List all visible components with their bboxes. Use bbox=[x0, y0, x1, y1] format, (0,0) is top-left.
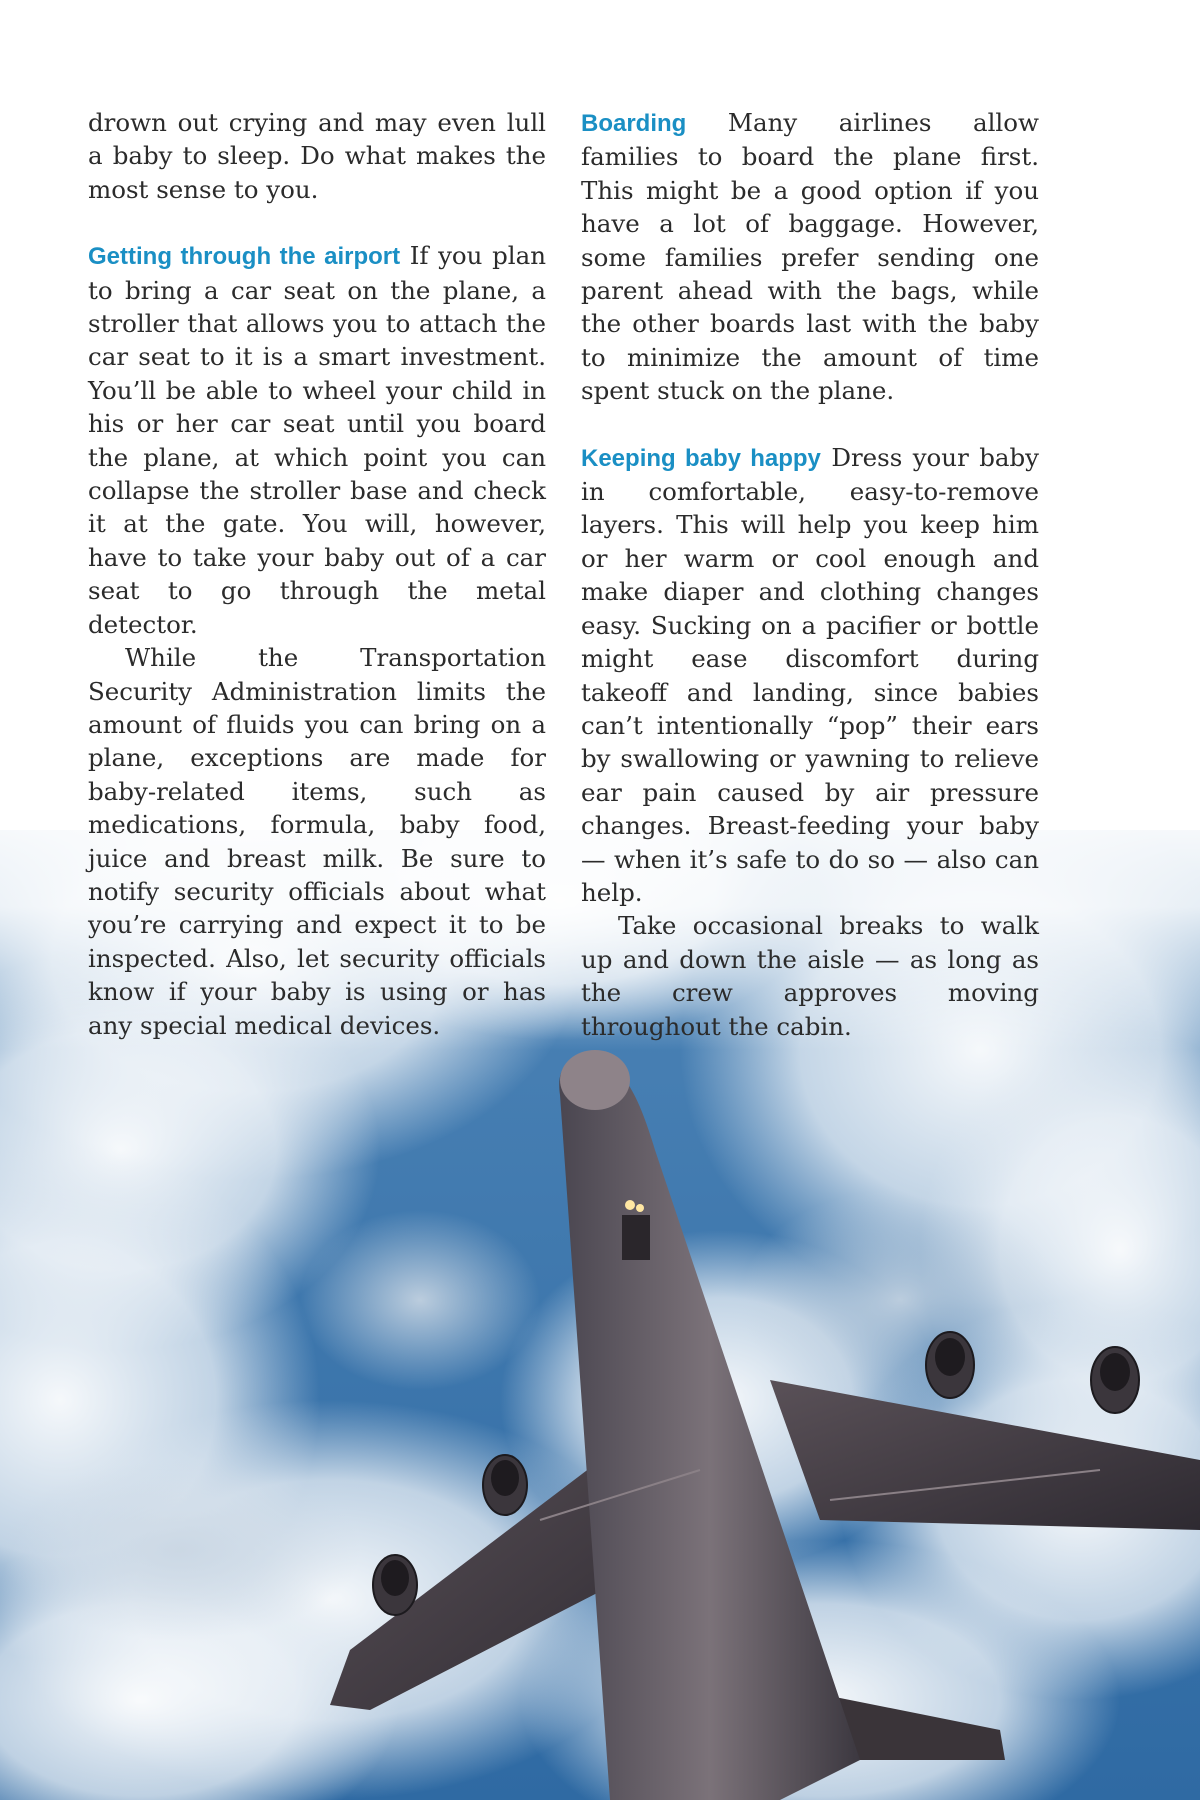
paragraph-boarding-body: Many airlines allow families to board the plane first. This might be a good option if you have a lot of baggage. However, some families prefer sending one parent ahead with the bags, while the other boards last with the baby to minimize the amount of time spent stuck on the plane. bbox=[581, 108, 1039, 406]
paragraph-airport-body: If you plan to bring a car seat on the plane, a stroller that allows you to attach the car seat to it is a smart investment. You’ll be able to wheel your child in his or her car seat until you board the plane, at which point you can collapse the stroller base and check it at the gate. You will, however, have to take your baby out of a car seat to go through the metal detector. bbox=[88, 241, 546, 639]
paragraph-airport bbox=[88, 239, 546, 641]
right-text-column bbox=[581, 106, 1039, 1043]
heading-getting-through-the-airport: Getting through the airport bbox=[88, 243, 401, 271]
paragraph-walk-aisle: Take occasional breaks to walk up and down the aisle — as long as the crew approves moving throughout the cabin. bbox=[581, 911, 1039, 1041]
heading-boarding: Boarding bbox=[581, 110, 687, 137]
paragraph-keeping-baby-happy-body: Dress your baby in comfortable, easy-to-remove layers. This will help you keep him or her warm or cool enough and make diaper and clothing changes easy. Sucking on a pacifier or bottle might ease discomfort during takeoff and landing, since babies can’t intentionally “pop” their ears by swallowing or yawning to relieve ear pain caused by air pressure changes. Breast-feeding your baby — when it’s safe to do so — also can help. bbox=[581, 442, 1040, 907]
paragraph-keeping-baby-happy bbox=[581, 441, 1039, 910]
paragraph-tsa-fluids: While the Transportation Security Administration limits the amount of fluids you can bring on a plane, exceptions are made for baby-related items, such as medications, formula, baby food, juice and breast milk. Be sure to notify security officials about what you’re carrying and expect it to be inspected. Also, let security officials know if your baby is using or has any special medical devices. bbox=[88, 643, 546, 1040]
paragraph-boarding bbox=[581, 106, 1039, 408]
paragraph-intro-continuation: drown out crying and may even lull a baby to sleep. Do what makes the most sense to you. bbox=[88, 108, 546, 204]
left-text-column bbox=[88, 106, 546, 1042]
heading-keeping-baby-happy: Keeping baby happy bbox=[581, 444, 821, 472]
